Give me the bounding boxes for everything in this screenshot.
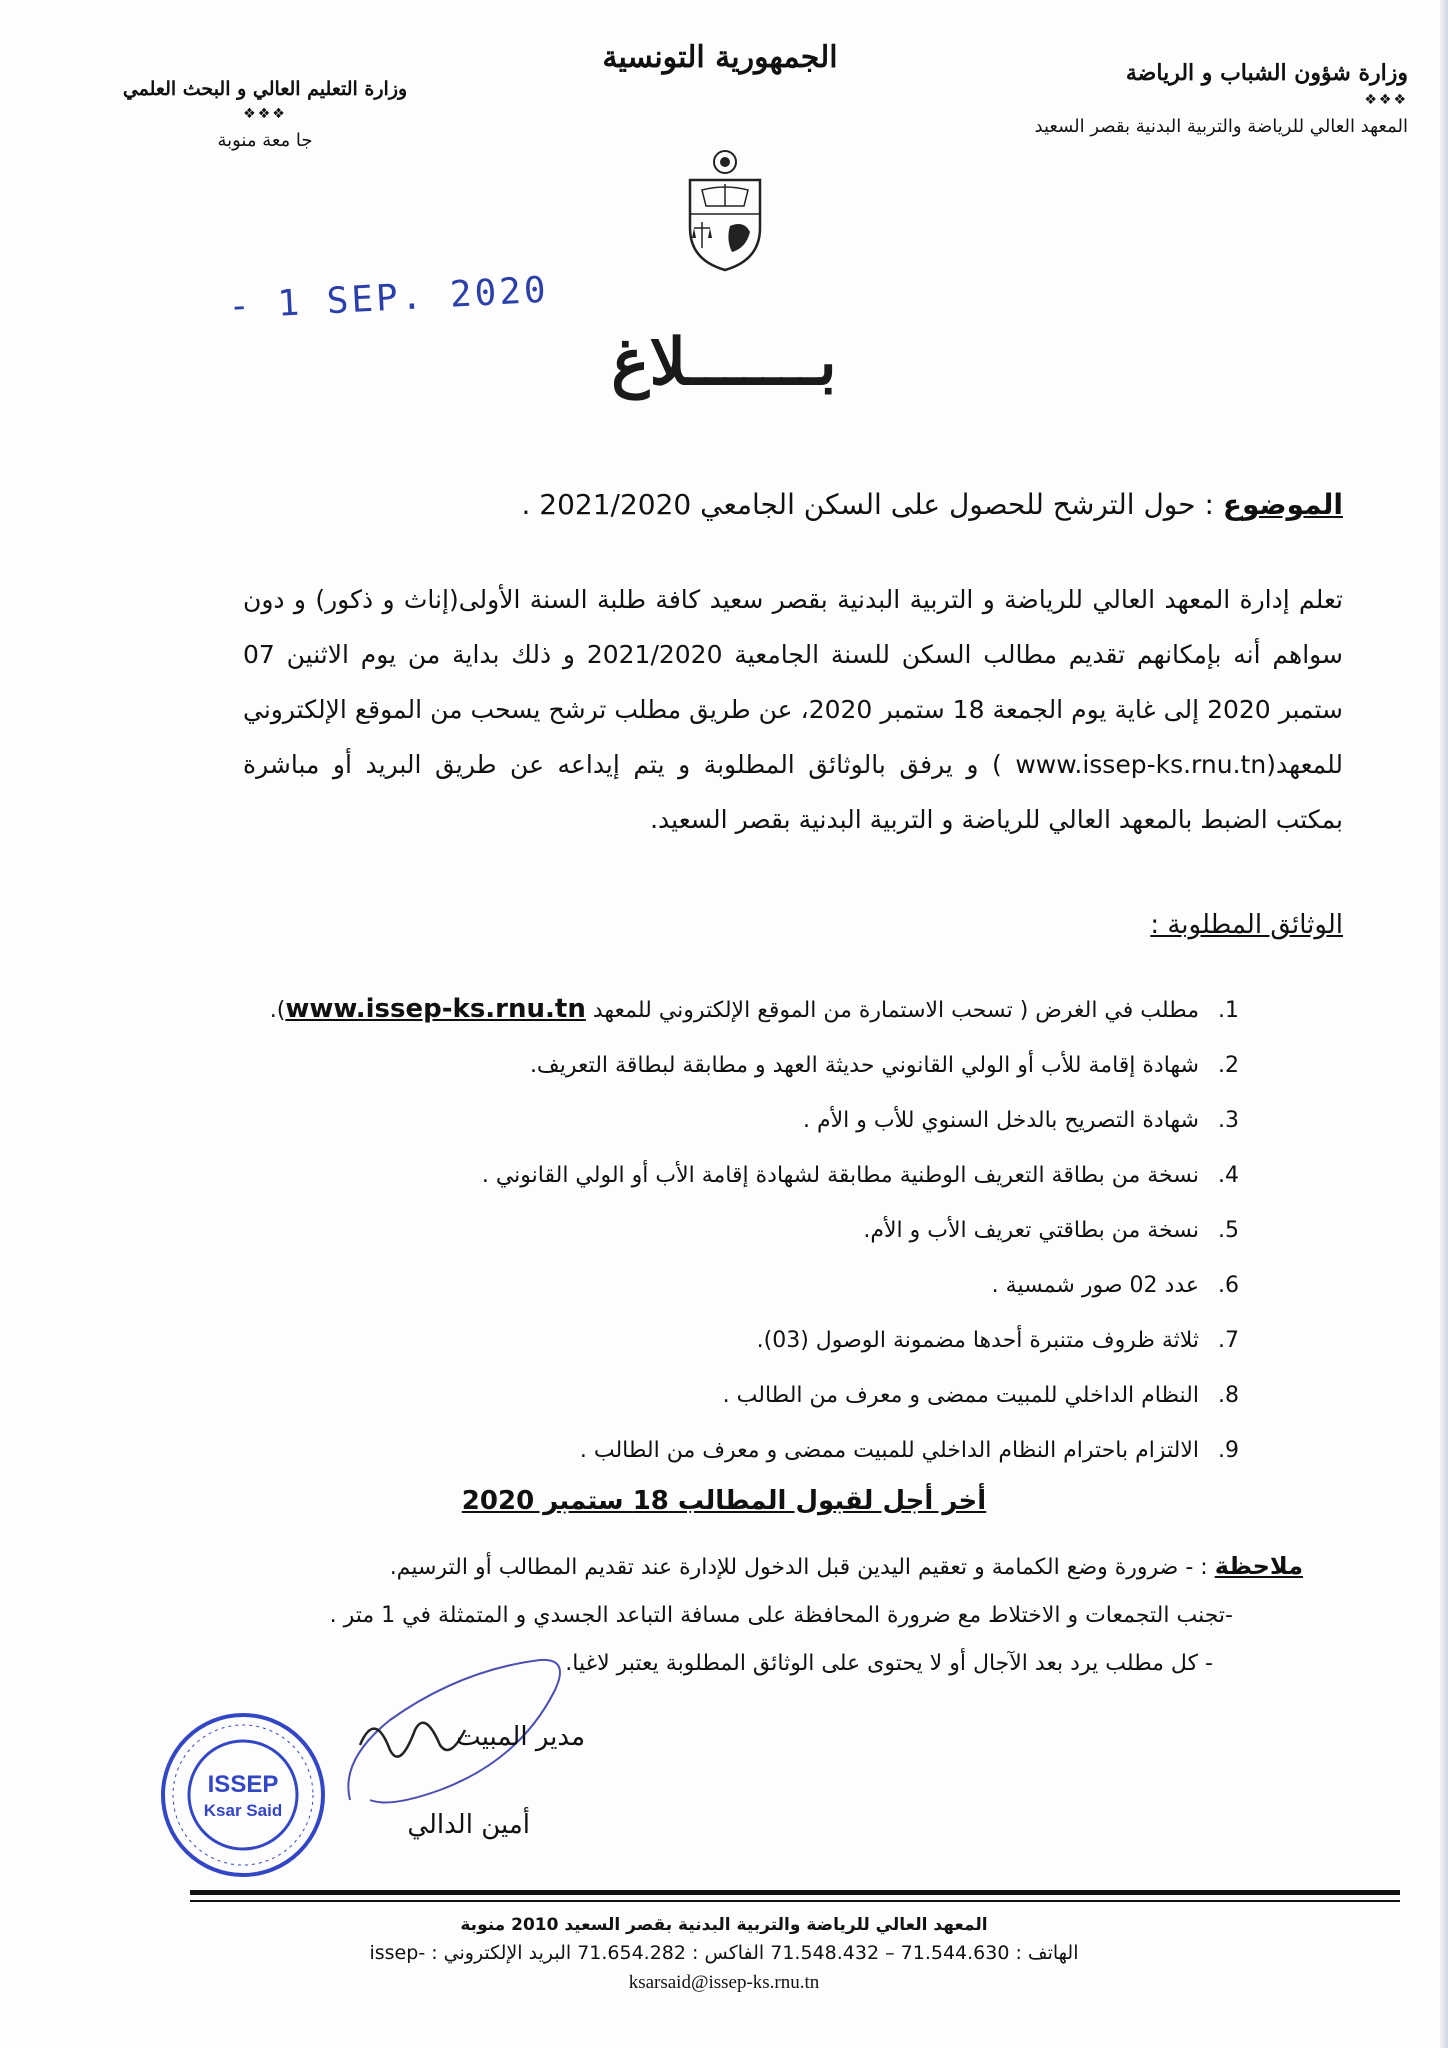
list-item xyxy=(258,1203,1258,1258)
scan-edge xyxy=(1440,0,1448,2048)
notes-block xyxy=(153,1542,1303,1688)
item-text: عدد 02 صور شمسية . xyxy=(991,1273,1199,1298)
item-number: 8. xyxy=(1218,1383,1239,1408)
list-item xyxy=(258,982,1258,1038)
seal-line-2: Ksar Said xyxy=(203,1801,283,1820)
signature-name: أمين الدالي xyxy=(407,1810,530,1840)
footer-email[interactable]: ksarsaid@issep-ks.rnu.tn xyxy=(628,1972,820,1993)
list-item xyxy=(258,1423,1258,1478)
seal-line-1: ISSEP xyxy=(207,1771,279,1798)
item-text: نسخة من بطاقة التعريف الوطنية مطابقة لشهادة إقامة الأب أو الولي القانوني . xyxy=(481,1163,1199,1188)
item-number: 9. xyxy=(1218,1438,1239,1463)
note-label: ملاحظة xyxy=(1214,1552,1303,1580)
institute-seal-stamp xyxy=(158,1710,328,1884)
ornament-right: ❖❖❖ xyxy=(1364,92,1408,108)
subject-label: الموضوع xyxy=(1222,488,1343,521)
institute-name: المعهد العالي للرياضة والتربية البدنية بقصر السعيد xyxy=(1034,116,1408,137)
item-number: 4. xyxy=(1218,1163,1239,1188)
item-number: 2. xyxy=(1218,1053,1239,1078)
list-item xyxy=(258,1093,1258,1148)
deadline-line: أخر أجل لقبول المطالب 18 ستمبر 2020 xyxy=(461,1486,987,1516)
subject-text: : حول الترشح للحصول على السكن الجامعي 2021/2020 . xyxy=(521,488,1214,521)
item-tail: ). xyxy=(269,998,286,1023)
list-item xyxy=(258,1038,1258,1093)
note-text: : - ضرورة وضع الكمامة و تعقيم اليدين قبل الدخول للإدارة عند تقديم المطالب أو الترسيم. xyxy=(389,1555,1208,1580)
item-text: نسخة من بطاقتي تعريف الأب و الأم. xyxy=(863,1218,1199,1243)
signature-title: مدير المبيت xyxy=(456,1722,585,1752)
higher-education-ministry: وزارة التعليم العالي و البحث العلمي xyxy=(122,78,408,100)
body-paragraph: تعلم إدارة المعهد العالي للرياضة و التربية البدنية بقصر سعيد كافة طلبة السنة الأولى(إناث و ذكور) و دون سواهم أنه بإمكانهم تقديم مطالب السكن للسنة الجامعية 2021/2020 و ذلك بداية من يوم الاثنين 07 ستمبر 2020 إلى غاية يوم الجمعة 18 ستمبر 2020، عن طريق مطلب ترشح يسحب من الموقع الإلكتروني للمعهد(www.issep-ks.rnu.tn ) و يرفق بالوثائق المطلوبة و يتم إيداعه عن طريق البريد أو مباشرة بمكتب الضبط بالمعهد العالي للرياضة و التربية البدنية بقصر السعيد. xyxy=(243,585,1343,834)
item-number: 6. xyxy=(1218,1273,1239,1298)
item-text: النظام الداخلي للمبيت ممضى و معرف من الطالب . xyxy=(722,1383,1199,1408)
item-text: ثلاثة ظروف متنبرة أحدها مضمونة الوصول (03). xyxy=(756,1328,1199,1353)
header-center-block xyxy=(560,40,880,75)
item-number: 7. xyxy=(1218,1328,1239,1353)
list-item xyxy=(258,1313,1258,1368)
ornament-left: ❖❖❖ xyxy=(243,106,287,122)
note-line-1 xyxy=(153,1542,1303,1592)
university-name: جا معة منوبة xyxy=(217,130,313,151)
header-left-block xyxy=(105,78,425,151)
subject-line xyxy=(243,488,1343,521)
documents-list xyxy=(258,982,1258,1478)
item-text: شهادة إقامة للأب أو الولي القانوني حديثة العهد و مطابقة لبطاقة التعريف. xyxy=(529,1053,1199,1078)
list-item xyxy=(258,1148,1258,1203)
announcement-title: بـــــــلاغ xyxy=(611,325,837,400)
item-text: شهادة التصريح بالدخل السنوي للأب و الأم . xyxy=(803,1108,1199,1133)
date-stamp: - 1 SEP. 2020 xyxy=(227,269,550,328)
institute-website-link[interactable]: www.issep-ks.rnu.tn xyxy=(285,994,586,1024)
documents-heading: الوثائق المطلوبة : xyxy=(1150,910,1343,940)
header-right-block xyxy=(988,60,1408,137)
youth-sports-ministry: وزارة شؤون الشباب و الرياضة xyxy=(1125,60,1408,86)
republic-title: الجمهورية التونسية xyxy=(602,40,838,75)
note-line-3: - كل مطلب يرد بعد الآجال أو لا يحتوى على الوثائق المطلوبة يعتبر لاغيا. xyxy=(565,1651,1213,1676)
note-line-2: -تجنب التجمعات و الاختلاط مع ضرورة المحافظة على مسافة التباعد الجسدي و المتمثلة في 1 متر . xyxy=(329,1603,1233,1628)
item-text: مطلب في الغرض ( تسحب الاستمارة من الموقع الإلكتروني للمعهد xyxy=(592,998,1199,1023)
item-number: 3. xyxy=(1218,1108,1239,1133)
item-text: الالتزام باحترام النظام الداخلي للمبيت ممضى و معرف من الطالب . xyxy=(579,1438,1199,1463)
footer-divider-thick xyxy=(190,1890,1400,1895)
list-item xyxy=(258,1258,1258,1313)
item-number: 5. xyxy=(1218,1218,1239,1243)
item-number: 1. xyxy=(1218,998,1239,1023)
tunisia-coat-of-arms-icon xyxy=(680,148,770,277)
list-item xyxy=(258,1368,1258,1423)
footer-contact: الهاتف : 71.544.630 – 71.548.432 الفاكس : 71.654.282 البريد الإلكتروني : -issep xyxy=(369,1942,1079,1964)
footer-divider-thin xyxy=(190,1900,1400,1902)
footer-address: المعهد العالي للرياضة والتربية البدنية بقصر السعيد 2010 منوبة xyxy=(460,1915,988,1935)
